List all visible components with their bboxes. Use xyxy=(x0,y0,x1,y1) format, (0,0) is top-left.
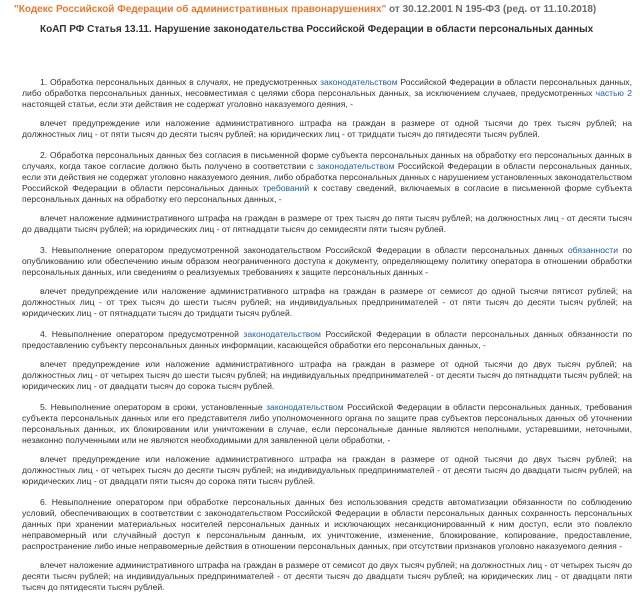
legal-reference-link[interactable]: обязанности xyxy=(567,245,619,255)
sanction-3: влечет предупреждение или наложение административного штрафа на граждан в размере от семисот до одной тысячи пятисот рублей; на должностных лиц - от трех тысяч до шести тысяч рублей; на индивидуальных предпринимателей - от пяти тысяч до десяти тысяч рублей; на юридических лиц - от пятнадцати тысяч до тридцати тысяч рублей. xyxy=(22,286,632,318)
legal-reference-link[interactable]: частью 2 xyxy=(595,88,632,98)
legal-reference-link[interactable]: законодательством xyxy=(266,402,344,412)
legal-reference-link[interactable]: требований xyxy=(262,183,310,193)
part-text: 1. Обработка персональных данных в случаях, не предусмотренных xyxy=(40,77,321,87)
article-part-2 xyxy=(22,150,632,205)
source-edition: от 30.12.2001 N 195-ФЗ (ред. от 11.10.2018) xyxy=(386,4,597,15)
source-link[interactable]: "Кодекс Российской Федерации об административных правонарушениях" xyxy=(14,4,387,15)
part-text: к составу сведений, включаемых в согласие в письменной форме субъекта персональных данных на обработку его персональных данных, - xyxy=(22,183,632,204)
part-text: 2. Обработка персональных данных без согласия в письменной форме субъекта персональных данных на обработку его персональных данных в случаях, когда такое согласие должно быть получено в соответствии с xyxy=(22,150,632,171)
legal-reference-link[interactable]: законодательством xyxy=(316,161,395,171)
sanction-6: влечет наложение административного штрафа на граждан в размере от семисот до двух тысяч рублей; на должностных лиц - от четырех тысяч до десяти тысяч рублей; на индивидуальных предпринимателей - от десяти тысяч до двадцати тысяч рублей; на юридических лиц - от двадцати пяти тысяч до пятидесяти тысяч рублей. xyxy=(22,560,632,592)
part-text: Российской Федерации в области персональных данных, требования субъекта персональных данных или его представителя либо уполномоченного органа по защите прав субъектов персональных данных об уточнении персональных данных, их блокировании или уничтожении в случае, если персональные данные являются неполными, устаревшими, неточными, незаконно полученными или не являются необходимыми для заявленной цели обработки, - xyxy=(22,402,632,445)
sanction-5: влечет предупреждение или наложение административного штрафа на граждан в размере от одной тысячи до двух тысяч рублей; на должностных лиц - от четырех тысяч до десяти тысяч рублей; на индивидуальных предпринимателей - от десяти тысяч до двадцати тысяч рублей; на юридических лиц - от двадцати пяти тысяч до сорока пяти тысяч рублей. xyxy=(22,454,632,486)
legal-reference-link[interactable]: законодательством xyxy=(243,329,321,339)
part-text: Российской Федерации в области персональных данных, если эти действия не содержат уголовно наказуемого деяния, либо обработка персональных данных с нарушением установленных законодательством Российской Федерации в области персональных данных xyxy=(22,161,632,193)
sanction-1: влечет предупреждение или наложение административного штрафа на граждан в размере от одной тысячи до трех тысяч рублей; на должностных лиц - от пяти тысяч до десяти тысяч рублей; на юридических лиц - от тридцати тысяч до пятидесяти тысяч рублей. xyxy=(22,118,632,139)
part-text: Российской Федерации в области персональных данных обязанности по предоставлению субъекту персональных данных информации, касающейся обработки его персональных данных, - xyxy=(22,329,632,350)
part-text: по опубликованию или обеспечению иным образом неограниченного доступа к документу, определяющему политику оператора в отношении обработки персональных данных, или сведениям о реализуемых требованиях к защите персональных данных - xyxy=(22,245,632,277)
article-part-3 xyxy=(22,245,632,278)
part-text: настоящей статьи, если эти действия не содержат уголовно наказуемого деяния, - xyxy=(22,99,353,109)
article-part-4 xyxy=(22,329,632,351)
article-body xyxy=(22,77,632,603)
part-text: Российской Федерации в области персональных данных, либо обработка персональных данных, несовместимая с целями сбора персональных данных, за исключением случаев, предусмотренных xyxy=(22,77,632,98)
article-part-6 xyxy=(22,497,632,552)
part-text: 3. Невыполнение оператором предусмотренной законодательством Российской Федерации в области персональных данных xyxy=(40,245,568,255)
source-reference xyxy=(14,4,634,15)
part-text: 6. Невыполнение оператором при обработке персональных данных без использования средств автоматизации обязанности по соблюдению условий, обеспечивающих в соответствии с законодательством Российской Федерации в области персональных данных сохранность персональных данных при хранении материальных носителей персональных данных и исключающих несанкционированный к ним доступ, если это повлекло неправомерный или случайный доступ к персональным данным, их уничтожение, изменение, блокирование, копирование, предоставление, распространение либо иные неправомерные действия в отношении персональных данных, при отсутствии признаков уголовно наказуемого деяния - xyxy=(22,497,632,551)
article-part-1 xyxy=(22,77,632,110)
sanction-4: влечет предупреждение или наложение административного штрафа на граждан в размере от одной тысячи до двух тысяч рублей; на должностных лиц - от четырех тысяч до шести тысяч рублей; на индивидуальных предпринимателей - от десяти тысяч до пятнадцати тысяч рублей; на юридических лиц - от двадцати тысяч до сорока тысяч рублей. xyxy=(22,359,632,391)
part-text: 5. Невыполнение оператором в сроки, установленные xyxy=(40,402,267,412)
article-title: КоАП РФ Статья 13.11. Нарушение законодательства Российской Федерации в области персональных данных xyxy=(40,24,594,35)
part-text: 4. Невыполнение оператором предусмотренной xyxy=(40,329,244,339)
legal-reference-link[interactable]: законодательством xyxy=(320,77,398,87)
sanction-2: влечет наложение административного штрафа на граждан в размере от трех тысяч до пяти тысяч рублей; на должностных лиц - от десяти тысяч до двадцати тысяч рублей; на юридических лиц - от пятнадцати тысяч до семидесяти пяти тысяч рублей. xyxy=(22,213,632,234)
article-part-5 xyxy=(22,402,632,446)
